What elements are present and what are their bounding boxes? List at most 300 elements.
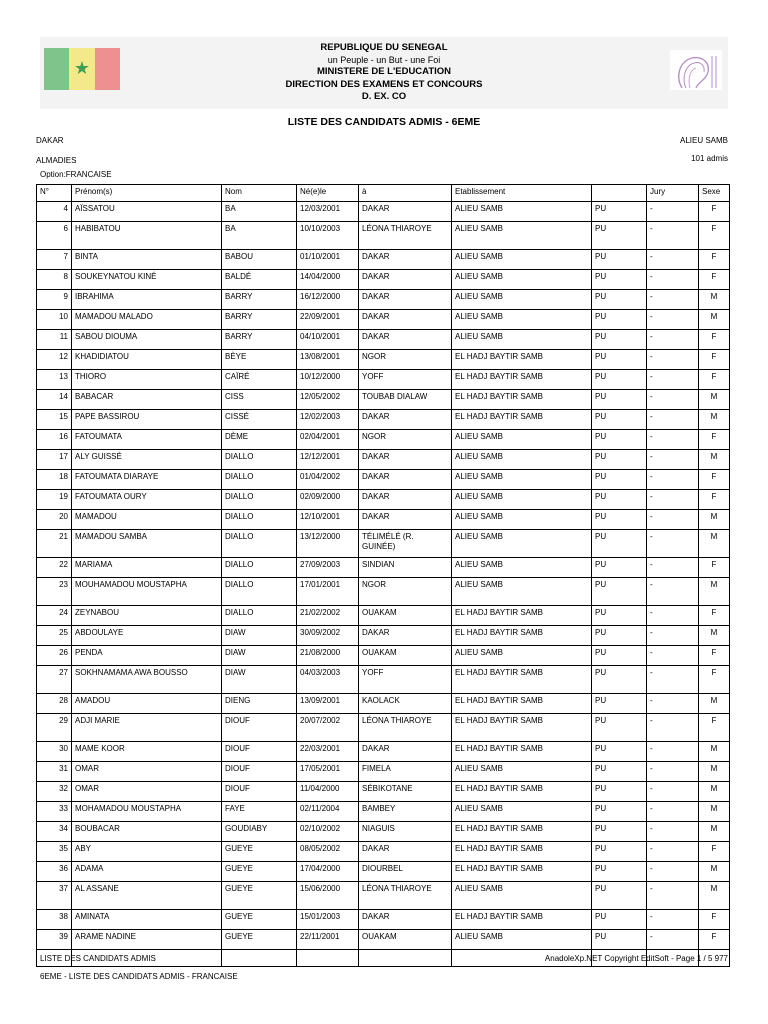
cell-lieu: LÉONA THIAROYE (359, 222, 452, 250)
cell-jury: - (647, 510, 699, 530)
center-label: ALIEU SAMB (679, 136, 728, 145)
cell-date: 17/04/2000 (297, 862, 359, 882)
cell-sexe: M (699, 310, 730, 330)
cell-sexe: F (699, 558, 730, 578)
col-header-birthdate: Né(e)le (297, 185, 359, 202)
cell-sexe: M (699, 862, 730, 882)
cell-etab: ALIEU SAMB (452, 202, 592, 222)
cell-sexe: F (699, 930, 730, 950)
cell-sexe: M (699, 450, 730, 470)
cell-jury: - (647, 450, 699, 470)
cell-etab: ALIEU SAMB (452, 222, 592, 250)
cell-no: 30 (37, 742, 72, 762)
col-header-school: Etablissement (452, 185, 592, 202)
cell-prenom: BINTA (72, 250, 222, 270)
cell-sexe: F (699, 202, 730, 222)
cell-date: 02/10/2002 (297, 822, 359, 842)
cell-type: PU (592, 510, 647, 530)
cell-jury: - (647, 882, 699, 910)
cell-jury: - (647, 430, 699, 450)
table-row (37, 510, 730, 530)
cell-prenom: PAPE BASSIROU (72, 410, 222, 430)
table-row (37, 390, 730, 410)
cell-prenom: BABACAR (72, 390, 222, 410)
cell-nom: GOUDIABY (222, 822, 297, 842)
cell-sexe: M (699, 578, 730, 606)
col-header-jury: Jury (647, 185, 699, 202)
cell-jury: - (647, 558, 699, 578)
table-row (37, 270, 730, 290)
cell-no: 25 (37, 626, 72, 646)
cell-prenom: FATOUMATA DIARAYE (72, 470, 222, 490)
cell-prenom: ARAME NADINE (72, 930, 222, 950)
cell-no: 37 (37, 882, 72, 910)
cell-nom: DIALLO (222, 578, 297, 606)
cell-etab: ALIEU SAMB (452, 430, 592, 450)
document-header (40, 37, 728, 109)
cell-nom: DIOUF (222, 782, 297, 802)
cell-lieu: TÉLIMÉLÉ (R. GUINÉE) (359, 530, 452, 558)
table-row (37, 802, 730, 822)
cell-no: 38 (37, 910, 72, 930)
cell-sexe: M (699, 290, 730, 310)
cell-no: 8 (37, 270, 72, 290)
cell-no: 20 (37, 510, 72, 530)
table-row (37, 222, 730, 250)
col-header-number: N° (37, 185, 72, 202)
cell-sexe: F (699, 430, 730, 450)
cell-nom: DIALLO (222, 510, 297, 530)
cell-type: PU (592, 470, 647, 490)
cell-sexe: M (699, 762, 730, 782)
cell-date: 12/02/2003 (297, 410, 359, 430)
cell-date: 12/12/2001 (297, 450, 359, 470)
cell-no: 27 (37, 666, 72, 694)
cell-no: 16 (37, 430, 72, 450)
cell-no: 11 (37, 330, 72, 350)
cell-date: 20/07/2002 (297, 714, 359, 742)
ministry-name: MINISTERE DE L'EDUCATION (316, 66, 452, 78)
cell-lieu: DAKAR (359, 910, 452, 930)
country-name: REPUBLIQUE DU SENEGAL (320, 42, 448, 53)
cell-prenom: MAMADOU MALADO (72, 310, 222, 330)
cell-sexe: F (699, 250, 730, 270)
cell-no: 21 (37, 530, 72, 558)
cell-type: PU (592, 694, 647, 714)
cell-sexe: M (699, 882, 730, 910)
table-row (37, 606, 730, 626)
cell-etab: ALIEU SAMB (452, 490, 592, 510)
cell-date: 11/04/2000 (297, 782, 359, 802)
cell-date: 13/08/2001 (297, 350, 359, 370)
cell-sexe: F (699, 842, 730, 862)
cell-jury: - (647, 606, 699, 626)
cell-lieu: DAKAR (359, 742, 452, 762)
cell-jury: - (647, 646, 699, 666)
cell-nom: DIALLO (222, 490, 297, 510)
cell-jury: - (647, 470, 699, 490)
cell-jury: - (647, 694, 699, 714)
cell-lieu: DAKAR (359, 626, 452, 646)
cell-sexe: F (699, 222, 730, 250)
cell-jury: - (647, 930, 699, 950)
table-row (37, 694, 730, 714)
cell-prenom: OMAR (72, 762, 222, 782)
cell-etab: ALIEU SAMB (452, 646, 592, 666)
table-row (37, 762, 730, 782)
cell-type: PU (592, 606, 647, 626)
cell-date: 16/12/2000 (297, 290, 359, 310)
cell-etab: ALIEU SAMB (452, 290, 592, 310)
cell-nom: DIALLO (222, 450, 297, 470)
cell-no: 29 (37, 714, 72, 742)
cell-prenom: MOUHAMADOU MOUSTAPHA (72, 578, 222, 606)
cell-jury: - (647, 822, 699, 842)
cell-lieu: FIMELA (359, 762, 452, 782)
cell-type: PU (592, 350, 647, 370)
table-row (37, 714, 730, 742)
col-header-birthplace: à (359, 185, 452, 202)
cell-prenom: OMAR (72, 782, 222, 802)
cell-etab: ALIEU SAMB (452, 558, 592, 578)
cell-no: 15 (37, 410, 72, 430)
cell-prenom: SABOU DIOUMA (72, 330, 222, 350)
cell-prenom: MAMADOU SAMBA (72, 530, 222, 558)
cell-empty (222, 950, 297, 967)
cell-sexe: F (699, 370, 730, 390)
cell-no: 34 (37, 822, 72, 842)
cell-etab: ALIEU SAMB (452, 510, 592, 530)
cell-nom: DIALLO (222, 606, 297, 626)
cell-etab: EL HADJ BAYTIR SAMB (452, 842, 592, 862)
cell-prenom: MAMADOU (72, 510, 222, 530)
cell-type: PU (592, 410, 647, 430)
cell-prenom: ALY GUISSÉ (72, 450, 222, 470)
cell-etab: EL HADJ BAYTIR SAMB (452, 862, 592, 882)
cell-jury: - (647, 802, 699, 822)
cell-no: 6 (37, 222, 72, 250)
cell-lieu: LÉONA THIAROYE (359, 882, 452, 910)
table-row (37, 450, 730, 470)
cell-sexe: F (699, 330, 730, 350)
cell-date: 02/09/2000 (297, 490, 359, 510)
table-row (37, 666, 730, 694)
cell-type: PU (592, 310, 647, 330)
table-row (37, 626, 730, 646)
cell-nom: DIOUF (222, 762, 297, 782)
cell-nom: GUEYE (222, 930, 297, 950)
cell-lieu: DAKAR (359, 510, 452, 530)
cell-etab: ALIEU SAMB (452, 330, 592, 350)
cell-sexe: F (699, 646, 730, 666)
cell-no: 24 (37, 606, 72, 626)
table-row (37, 490, 730, 510)
senegal-flag-icon (44, 48, 120, 90)
cell-jury: - (647, 762, 699, 782)
cell-lieu: DAKAR (359, 202, 452, 222)
cell-no: 4 (37, 202, 72, 222)
cell-date: 10/10/2003 (297, 222, 359, 250)
cell-date: 22/09/2001 (297, 310, 359, 330)
cell-etab: ALIEU SAMB (452, 250, 592, 270)
cell-jury: - (647, 862, 699, 882)
cell-date: 15/06/2000 (297, 882, 359, 910)
cell-sexe: M (699, 530, 730, 558)
cell-date: 12/03/2001 (297, 202, 359, 222)
cell-etab: EL HADJ BAYTIR SAMB (452, 782, 592, 802)
cell-lieu: SINDIAN (359, 558, 452, 578)
cell-lieu: BAMBEY (359, 802, 452, 822)
cell-sexe: M (699, 822, 730, 842)
cell-type: PU (592, 910, 647, 930)
direction-name: DIRECTION DES EXAMENS ET CONCOURS (285, 78, 483, 90)
cell-lieu: YOFF (359, 370, 452, 390)
table-row (37, 330, 730, 350)
cell-jury: - (647, 250, 699, 270)
cell-jury: - (647, 390, 699, 410)
cell-lieu: DAKAR (359, 490, 452, 510)
cell-type: PU (592, 842, 647, 862)
cell-type: PU (592, 666, 647, 694)
cell-sexe: M (699, 390, 730, 410)
cell-lieu: DAKAR (359, 310, 452, 330)
cell-etab: ALIEU SAMB (452, 530, 592, 558)
cell-etab: EL HADJ BAYTIR SAMB (452, 606, 592, 626)
cell-nom: BA (222, 202, 297, 222)
table-row (37, 370, 730, 390)
cell-no: 32 (37, 782, 72, 802)
cell-nom: DIENG (222, 694, 297, 714)
cell-etab: ALIEU SAMB (452, 762, 592, 782)
cell-sexe: M (699, 782, 730, 802)
cell-nom: DIALLO (222, 558, 297, 578)
cell-nom: DIALLO (222, 530, 297, 558)
cell-no: 28 (37, 694, 72, 714)
cell-sexe: F (699, 350, 730, 370)
cell-lieu: NIAGUIS (359, 822, 452, 842)
cell-no: 35 (37, 842, 72, 862)
cell-type: PU (592, 558, 647, 578)
cell-jury: - (647, 782, 699, 802)
cell-no: 9 (37, 290, 72, 310)
cell-jury: - (647, 626, 699, 646)
cell-date: 21/02/2002 (297, 606, 359, 626)
cell-type: PU (592, 882, 647, 910)
document-title: LISTE DES CANDIDATS ADMIS - 6EME (287, 116, 481, 128)
table-row (37, 470, 730, 490)
cell-jury: - (647, 202, 699, 222)
cell-type: PU (592, 430, 647, 450)
cell-nom: DIALLO (222, 470, 297, 490)
cell-type: PU (592, 862, 647, 882)
cell-lieu: DIOURBEL (359, 862, 452, 882)
cell-no: 14 (37, 390, 72, 410)
national-motto: un Peuple - un But - une Foi (327, 55, 441, 66)
cell-prenom: AMINATA (72, 910, 222, 930)
col-header-type (592, 185, 647, 202)
cell-no: 13 (37, 370, 72, 390)
cell-date: 01/10/2001 (297, 250, 359, 270)
cell-prenom: ABY (72, 842, 222, 862)
cell-nom: BÈYE (222, 350, 297, 370)
cell-date: 01/04/2002 (297, 470, 359, 490)
cell-jury: - (647, 666, 699, 694)
cell-no: 19 (37, 490, 72, 510)
cell-jury: - (647, 370, 699, 390)
cell-type: PU (592, 802, 647, 822)
cell-etab: EL HADJ BAYTIR SAMB (452, 822, 592, 842)
table-header-row (37, 185, 730, 202)
cell-lieu: OUAKAM (359, 606, 452, 626)
cell-prenom: FATOUMATA OURY (72, 490, 222, 510)
cell-prenom: ABDOULAYE (72, 626, 222, 646)
ministry-emblem-icon (652, 48, 724, 92)
table-row (37, 310, 730, 330)
table-row (37, 930, 730, 950)
cell-lieu: OUAKAM (359, 646, 452, 666)
cell-etab: EL HADJ BAYTIR SAMB (452, 714, 592, 742)
table-row (37, 350, 730, 370)
cell-jury: - (647, 490, 699, 510)
cell-nom: BA (222, 222, 297, 250)
cell-sexe: M (699, 802, 730, 822)
cell-nom: BABOU (222, 250, 297, 270)
cell-empty (297, 950, 359, 967)
cell-type: PU (592, 646, 647, 666)
cell-sexe: M (699, 694, 730, 714)
flag-star-icon: ★ (73, 58, 91, 78)
cell-date: 22/03/2001 (297, 742, 359, 762)
cell-jury: - (647, 290, 699, 310)
cell-lieu: DAKAR (359, 330, 452, 350)
cell-prenom: AMADOU (72, 694, 222, 714)
footer-copyright: AnadoleXp.NET Copyright EditSoft - Page 1 / 5 977 (544, 954, 728, 963)
cell-etab: EL HADJ BAYTIR SAMB (452, 666, 592, 694)
cell-date: 12/10/2001 (297, 510, 359, 530)
cell-jury: - (647, 222, 699, 250)
cell-type: PU (592, 762, 647, 782)
table-row (37, 430, 730, 450)
cell-etab: EL HADJ BAYTIR SAMB (452, 910, 592, 930)
cell-prenom: ADJI MARIE (72, 714, 222, 742)
cell-nom: GUEYE (222, 842, 297, 862)
cell-lieu: YOFF (359, 666, 452, 694)
department-label: ALMADIES (36, 156, 77, 165)
header-text (190, 42, 578, 103)
cell-etab: EL HADJ BAYTIR SAMB (452, 350, 592, 370)
cell-sexe: M (699, 410, 730, 430)
cell-etab: ALIEU SAMB (452, 470, 592, 490)
cell-type: PU (592, 270, 647, 290)
cell-date: 12/05/2002 (297, 390, 359, 410)
admitted-count: 101 admis (691, 154, 728, 163)
cell-type: PU (592, 742, 647, 762)
cell-date: 14/04/2000 (297, 270, 359, 290)
cell-etab: ALIEU SAMB (452, 930, 592, 950)
table-row (37, 822, 730, 842)
cell-prenom: BOUBACAR (72, 822, 222, 842)
cell-date: 02/11/2004 (297, 802, 359, 822)
cell-prenom: SOKHNAMAMA AWA BOUSSO (72, 666, 222, 694)
cell-etab: EL HADJ BAYTIR SAMB (452, 626, 592, 646)
cell-date: 13/12/2000 (297, 530, 359, 558)
cell-sexe: F (699, 470, 730, 490)
cell-lieu: DAKAR (359, 450, 452, 470)
cell-no: 10 (37, 310, 72, 330)
cell-type: PU (592, 490, 647, 510)
cell-prenom: IBRAHIMA (72, 290, 222, 310)
cell-lieu: SÉBIKOTANE (359, 782, 452, 802)
cell-sexe: M (699, 742, 730, 762)
cell-nom: GUEYE (222, 910, 297, 930)
cell-type: PU (592, 450, 647, 470)
cell-no: 18 (37, 470, 72, 490)
footer-left-line2: 6EME - LISTE DES CANDIDATS ADMIS - FRANCAISE (40, 972, 238, 981)
cell-prenom: AÏSSATOU (72, 202, 222, 222)
cell-jury: - (647, 410, 699, 430)
cell-nom: CISS (222, 390, 297, 410)
cell-lieu: DAKAR (359, 470, 452, 490)
cell-jury: - (647, 350, 699, 370)
cell-jury: - (647, 742, 699, 762)
cell-no: 33 (37, 802, 72, 822)
cell-date: 27/09/2003 (297, 558, 359, 578)
cell-date: 17/01/2001 (297, 578, 359, 606)
cell-nom: FAYE (222, 802, 297, 822)
cell-etab: ALIEU SAMB (452, 270, 592, 290)
cell-date: 21/08/2000 (297, 646, 359, 666)
cell-type: PU (592, 714, 647, 742)
cell-nom: BARRY (222, 310, 297, 330)
cell-sexe: F (699, 714, 730, 742)
cell-jury: - (647, 310, 699, 330)
table-row (37, 842, 730, 862)
table-row (37, 742, 730, 762)
table-row (37, 910, 730, 930)
table-row (37, 882, 730, 910)
cell-jury: - (647, 842, 699, 862)
cell-date: 04/03/2003 (297, 666, 359, 694)
cell-etab: EL HADJ BAYTIR SAMB (452, 694, 592, 714)
cell-prenom: MOHAMADOU MOUSTAPHA (72, 802, 222, 822)
cell-date: 04/10/2001 (297, 330, 359, 350)
cell-date: 17/05/2001 (297, 762, 359, 782)
cell-lieu: DAKAR (359, 290, 452, 310)
table-row (37, 290, 730, 310)
cell-nom: CAÏRÉ (222, 370, 297, 390)
cell-type: PU (592, 578, 647, 606)
cell-nom: BARRY (222, 290, 297, 310)
cell-type: PU (592, 330, 647, 350)
cell-no: 23 (37, 578, 72, 606)
cell-nom: DIOUF (222, 742, 297, 762)
cell-type: PU (592, 390, 647, 410)
col-header-lastname: Nom (222, 185, 297, 202)
cell-nom: GUEYE (222, 882, 297, 910)
cell-no: 12 (37, 350, 72, 370)
cell-prenom: MARIAMA (72, 558, 222, 578)
cell-prenom: FATOUMATA (72, 430, 222, 450)
cell-lieu: NGOR (359, 578, 452, 606)
cell-etab: ALIEU SAMB (452, 802, 592, 822)
cell-lieu: TOUBAB DIALAW (359, 390, 452, 410)
cell-prenom: HABIBATOU (72, 222, 222, 250)
cell-jury: - (647, 530, 699, 558)
cell-date: 08/05/2002 (297, 842, 359, 862)
cell-lieu: DAKAR (359, 410, 452, 430)
cell-empty (359, 950, 452, 967)
cell-sexe: M (699, 510, 730, 530)
